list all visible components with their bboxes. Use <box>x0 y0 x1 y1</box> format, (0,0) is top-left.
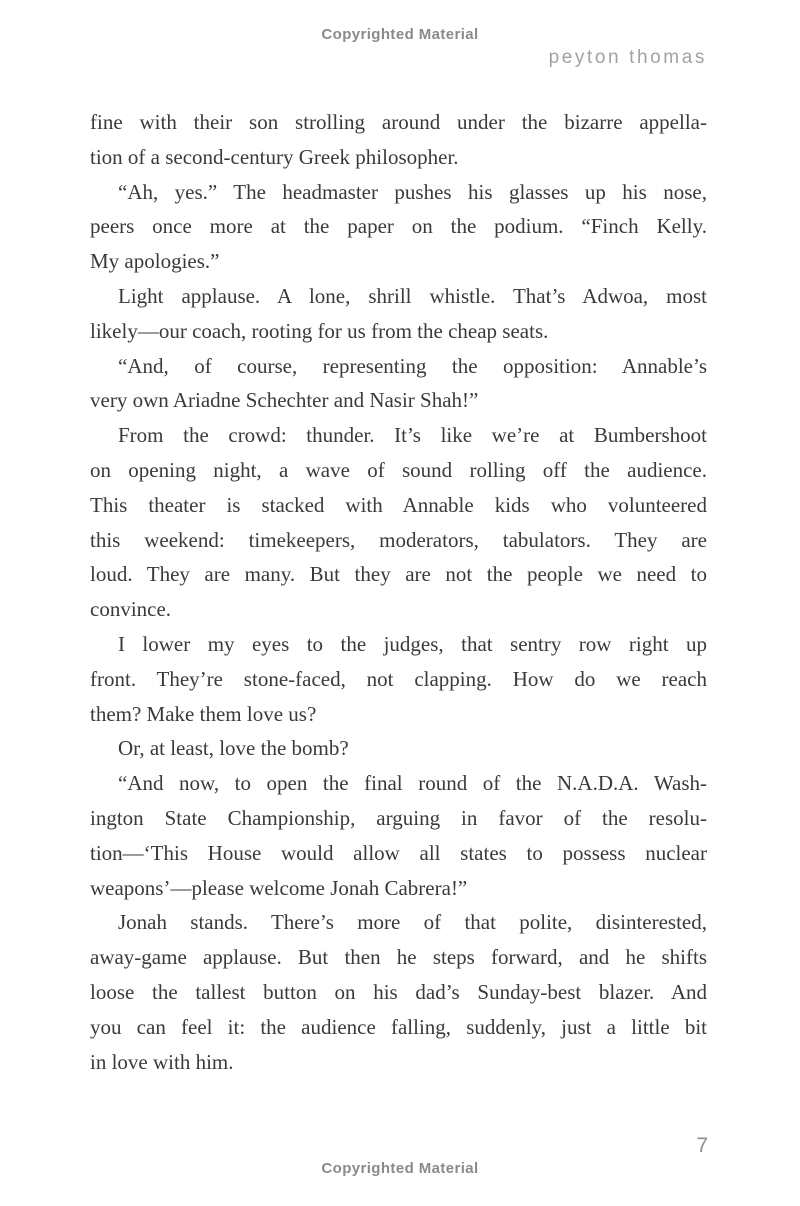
text-line: loose the tallest button on his dad’s Sunday-best blazer. And <box>90 979 707 1004</box>
text-line: them? Make them love us? <box>90 701 317 726</box>
text-line: From the crowd: thunder. It’s like we’re at Bumbershoot <box>118 423 707 448</box>
text-line: “Ah, yes.” The headmaster pushes his glasses up his nose, <box>118 179 707 204</box>
text-line: “And, of course, representing the opposition: Annable’s <box>118 353 707 378</box>
text-line: convince. <box>90 597 172 622</box>
text-line: Jonah stands. There’s more of that polite, disinterested, <box>118 910 707 935</box>
page-body <box>90 105 707 1079</box>
copyright-notice-bottom: Copyrighted Material <box>321 1160 479 1177</box>
text-line: Light applause. A lone, shrill whistle. That’s Adwoa, most <box>118 283 707 308</box>
text-line: tion of a second-century Greek philosopher. <box>90 144 459 169</box>
copyright-notice-top: Copyrighted Material <box>321 26 479 43</box>
text-line: My apologies.” <box>90 249 220 274</box>
text-line: ington State Championship, arguing in favor of the resolu- <box>90 805 707 830</box>
text-line: front. They’re stone-faced, not clapping. How do we reach <box>90 666 707 691</box>
page-number: 7 <box>696 1134 708 1157</box>
text-line: away-game applause. But then he steps forward, and he shifts <box>90 945 707 970</box>
text-line: on opening night, a wave of sound rolling off the audience. <box>90 457 707 482</box>
text-line: loud. They are many. But they are not the people we need to <box>90 562 707 587</box>
text-line: in love with him. <box>90 1049 234 1074</box>
text-line: you can feel it: the audience falling, suddenly, just a little bit <box>90 1014 707 1039</box>
text-line: this weekend: timekeepers, moderators, tabulators. They are <box>90 527 707 552</box>
text-line: very own Ariadne Schechter and Nasir Shah!” <box>90 388 479 413</box>
text-line: tion—‘This House would allow all states to possess nuclear <box>90 840 707 865</box>
text-line: I lower my eyes to the judges, that sentry row right up <box>118 631 707 656</box>
text-line: Or, at least, love the bomb? <box>118 736 349 761</box>
running-header-author: peyton thomas <box>548 47 707 68</box>
text-line: fine with their son strolling around under the bizarre appella- <box>90 110 707 134</box>
text-line: peers once more at the paper on the podium. “Finch Kelly. <box>90 214 707 239</box>
text-line: “And now, to open the final round of the N.A.D.A. Wash- <box>118 771 707 796</box>
text-line: This theater is stacked with Annable kids who volunteered <box>90 492 707 517</box>
text-line: likely—our coach, rooting for us from the cheap seats. <box>90 318 549 343</box>
text-line: weapons’—please welcome Jonah Cabrera!” <box>90 875 468 900</box>
